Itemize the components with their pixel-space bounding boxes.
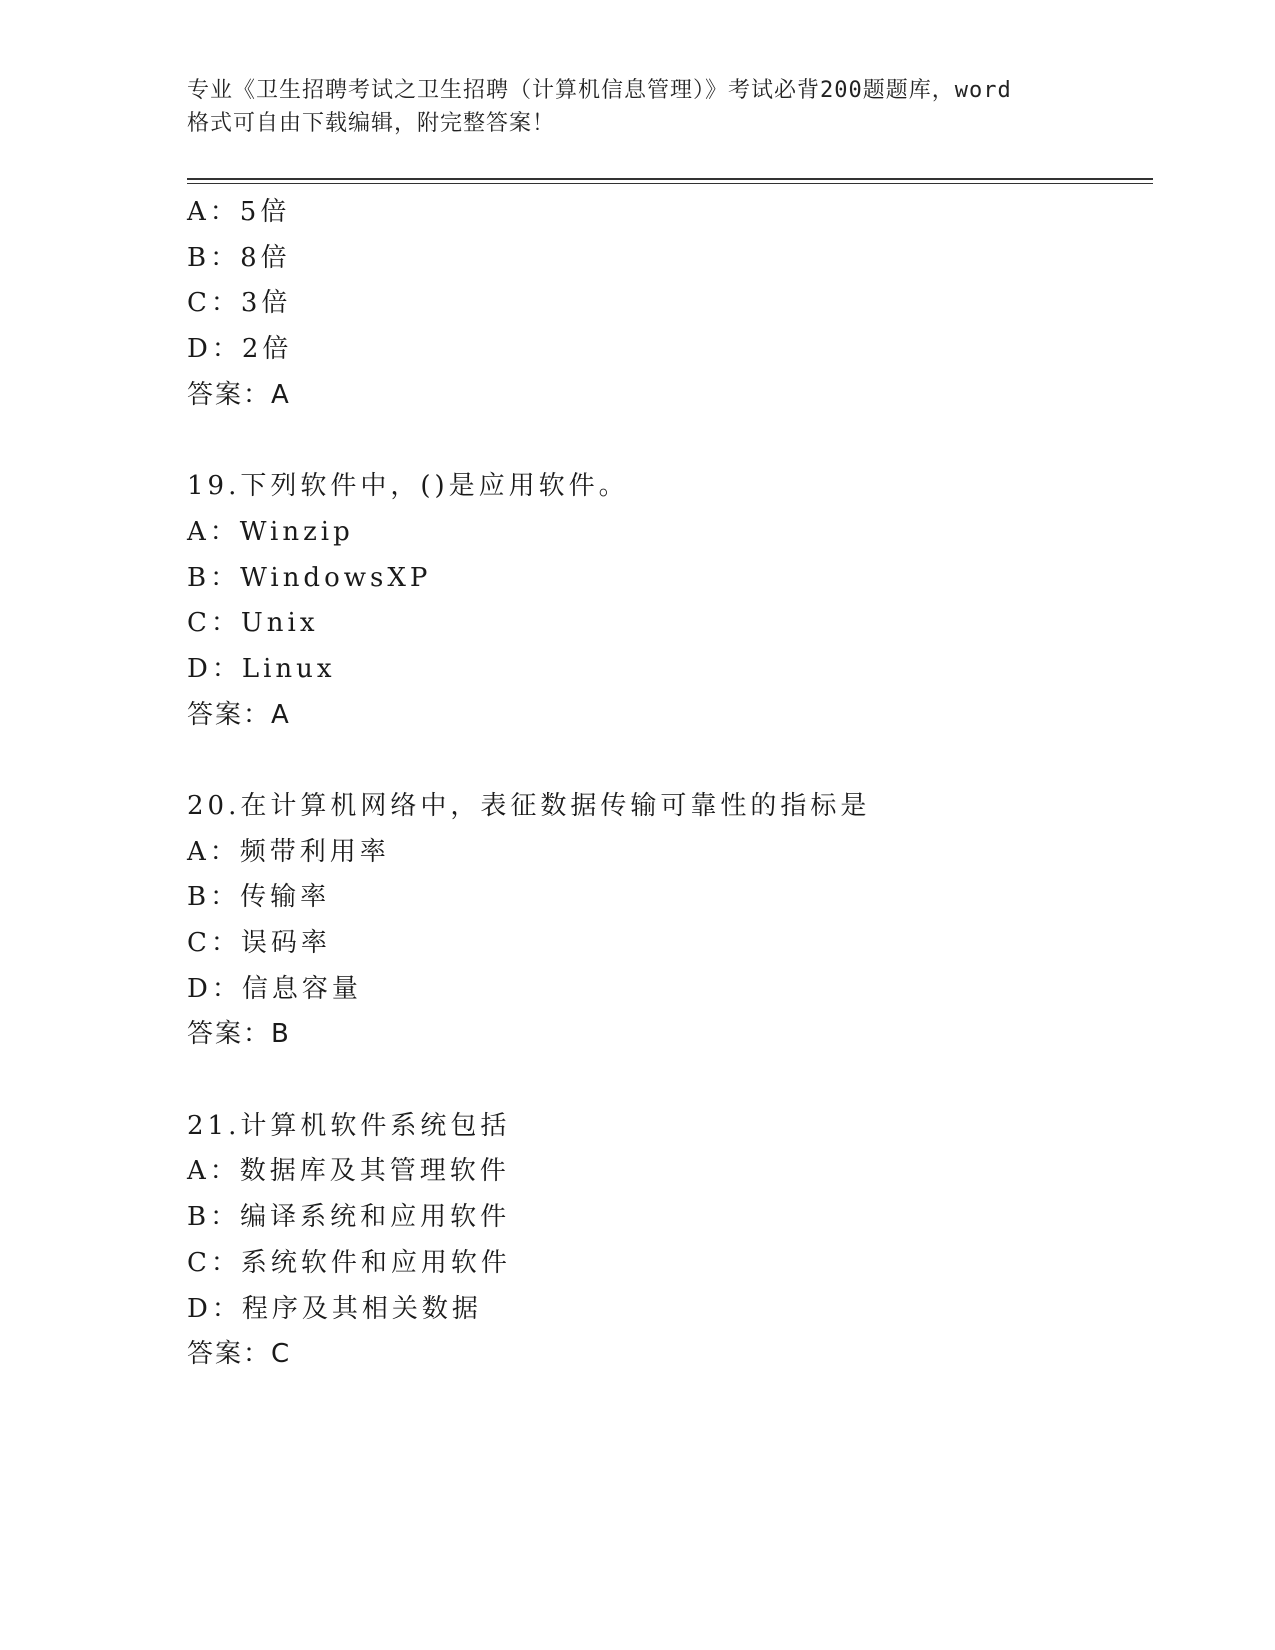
option-d: D：2倍 xyxy=(187,334,293,365)
answer-line: 答案：A xyxy=(187,699,291,730)
question-stem: 21.计算机软件系统包括 xyxy=(187,1110,511,1141)
answer-line: 答案：B xyxy=(187,1019,291,1050)
question-stem: 20.在计算机网络中，表征数据传输可靠性的指标是 xyxy=(187,790,871,821)
header-divider xyxy=(187,178,1153,184)
header-title-line-1: 专业《卫生招聘考试之卫生招聘（计算机信息管理）》考试必背200题题库，word xyxy=(187,78,1012,103)
question-block-20 xyxy=(187,784,1153,1058)
option-b: B：编译系统和应用软件 xyxy=(187,1202,511,1233)
option-a: A：5倍 xyxy=(187,197,291,227)
spacer xyxy=(187,1058,1153,1104)
option-c: C：3倍 xyxy=(187,288,292,319)
header-title-line-2: 格式可自由下载编辑，附完整答案！ xyxy=(187,111,556,136)
option-b: B：8倍 xyxy=(187,242,291,273)
option-a: A：数据库及其管理软件 xyxy=(187,1156,510,1187)
option-b: B：传输率 xyxy=(187,882,331,913)
question-block-21 xyxy=(187,1104,1153,1378)
option-b: B：WindowsXP xyxy=(187,562,432,593)
option-c: C：误码率 xyxy=(187,928,331,958)
option-c: C：系统软件和应用软件 xyxy=(187,1247,511,1278)
option-d: D：程序及其相关数据 xyxy=(187,1293,482,1324)
option-d: D：Linux xyxy=(187,653,336,684)
option-c: C：Unix xyxy=(187,608,319,639)
question-stem: 19.下列软件中，()是应用软件。 xyxy=(187,471,629,502)
document-header xyxy=(187,74,1087,140)
spacer xyxy=(187,418,1153,464)
option-a: A：Winzip xyxy=(187,516,354,547)
spacer xyxy=(187,738,1153,784)
option-a: A：频带利用率 xyxy=(187,836,390,867)
answer-line: 答案：C xyxy=(187,1339,292,1370)
question-block-19 xyxy=(187,464,1153,738)
question-list xyxy=(187,190,1153,1378)
answer-line: 答案：A xyxy=(187,379,291,410)
question-block-18 xyxy=(187,190,1153,418)
option-d: D：信息容量 xyxy=(187,973,362,1004)
